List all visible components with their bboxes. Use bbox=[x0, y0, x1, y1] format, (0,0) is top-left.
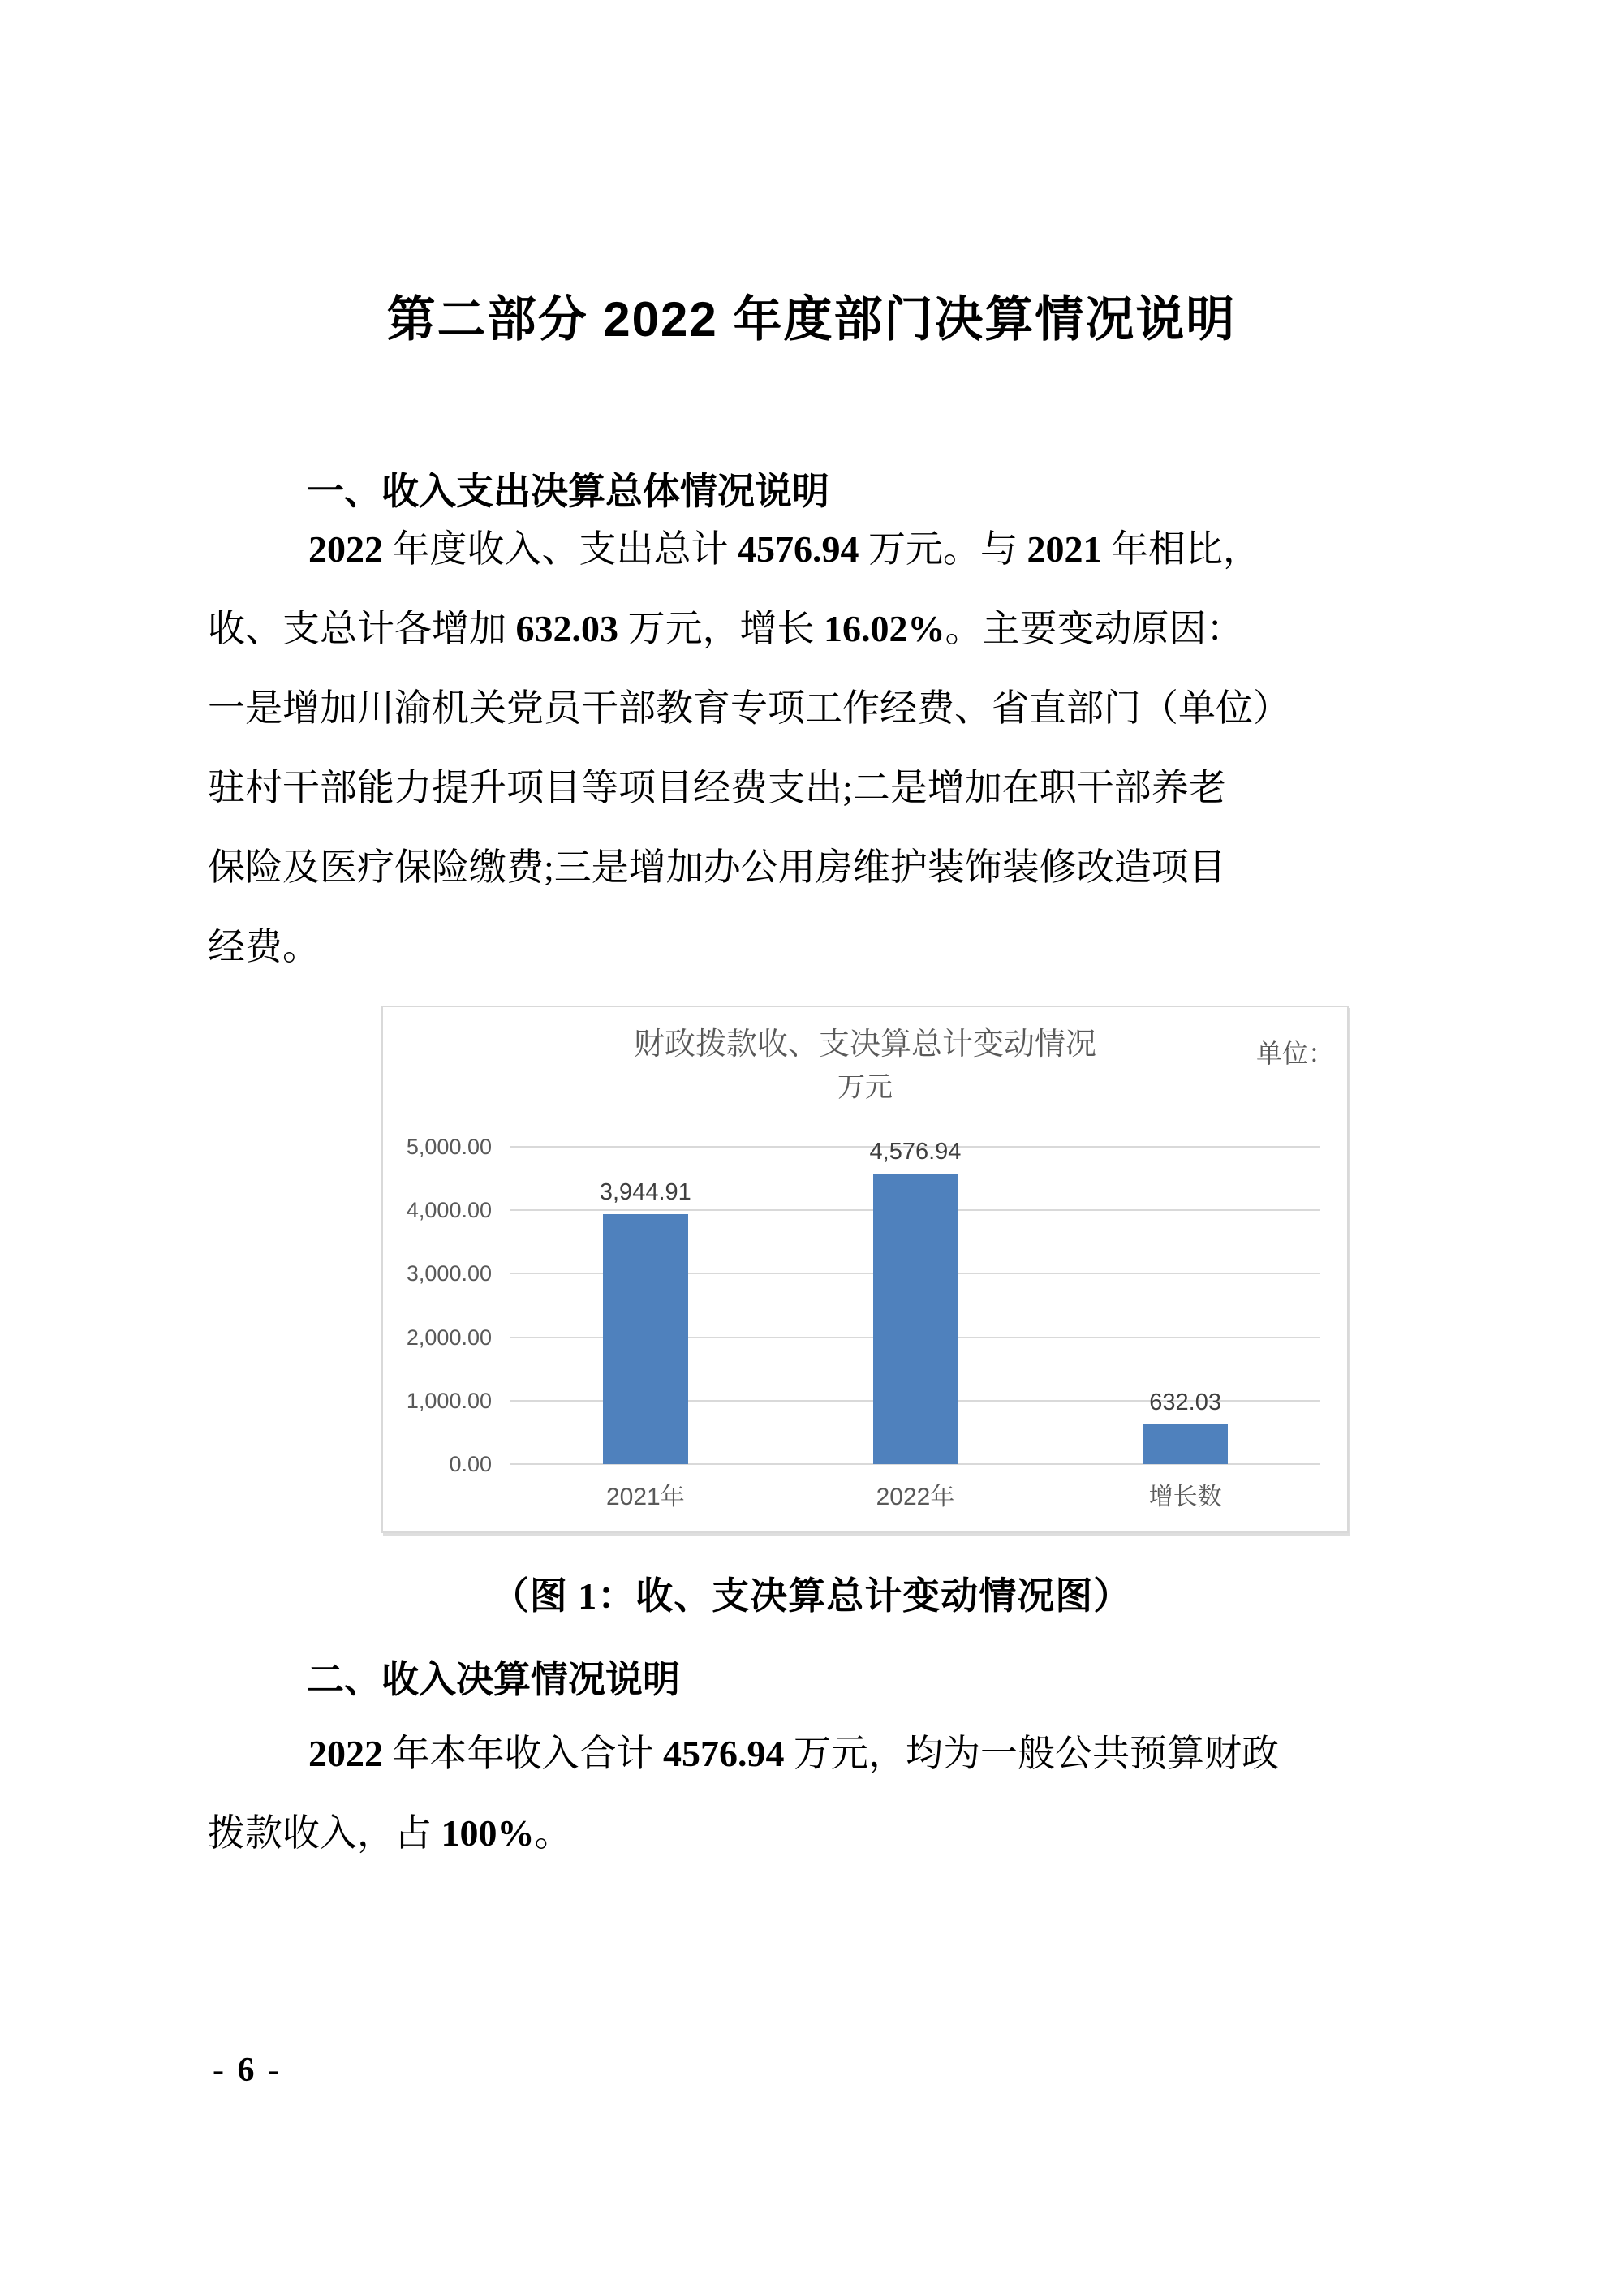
paragraph-line: 2022 年度收入、支出总计 4576.94 万元。与 2021 年相比， bbox=[308, 528, 1260, 570]
page-title: 第二部分 2022 年度部门决算情况说明 bbox=[386, 292, 1237, 347]
x-axis-category-label: 2022年 bbox=[876, 1484, 955, 1510]
y-axis-tick-label: 3,000.00 bbox=[406, 1261, 492, 1286]
page-number: - 6 - bbox=[213, 2052, 282, 2089]
paragraph-line: 一是增加川渝机关党员干部教育专项工作经费、省直部门（单位） bbox=[208, 687, 1290, 729]
y-axis-tick-label: 4,000.00 bbox=[406, 1198, 492, 1223]
bar-增长数 bbox=[1143, 1424, 1228, 1464]
paragraph-line: 拨款收入，占 100%。 bbox=[208, 1812, 572, 1854]
chart-unit-value: 万元 bbox=[837, 1073, 893, 1103]
bar-2022年 bbox=[873, 1174, 958, 1464]
bar-2021年 bbox=[603, 1214, 688, 1464]
y-axis-tick-label: 2,000.00 bbox=[406, 1325, 492, 1350]
x-axis-category-label: 增长数 bbox=[1148, 1484, 1222, 1510]
paragraph-line: 驻村干部能力提升项目等项目经费支出;二是增加在职干部养老 bbox=[208, 767, 1226, 808]
section-2-heading: 二、收入决算情况说明 bbox=[307, 1658, 680, 1700]
paragraph-line: 经费。 bbox=[208, 926, 320, 967]
paragraph-line: 2022 年本年收入合计 4576.94 万元，均为一般公共预算财政 bbox=[308, 1733, 1279, 1774]
figure-caption: （图 1：收、支决算总计变动情况图） bbox=[491, 1575, 1132, 1617]
bar-data-label: 3,944.91 bbox=[599, 1178, 691, 1205]
section-1-paragraph bbox=[208, 510, 1425, 987]
chart-title-text: 财政拨款收、支决算总计变动情况 bbox=[633, 1027, 1096, 1062]
section-1-heading: 一、收入支出决算总体情况说明 bbox=[307, 470, 829, 512]
bar-data-label: 632.03 bbox=[1149, 1389, 1221, 1415]
paragraph-line: 收、支总计各增加 632.03 万元，增长 16.02%。主要变动原因： bbox=[208, 608, 1244, 649]
y-axis-tick-label: 0.00 bbox=[449, 1452, 492, 1476]
x-axis-category-label: 2021年 bbox=[605, 1484, 685, 1510]
y-axis-tick-label: 1,000.00 bbox=[406, 1388, 492, 1413]
bar-chart bbox=[381, 1006, 1349, 1533]
y-axis-tick-label: 5,000.00 bbox=[406, 1135, 492, 1159]
section-2-paragraph bbox=[208, 1714, 1425, 1873]
bar-data-label: 4,576.94 bbox=[869, 1139, 962, 1165]
chart-unit-label: 单位： bbox=[1255, 1039, 1334, 1068]
chart-title bbox=[383, 1023, 1347, 1109]
paragraph-line: 保险及医疗保险缴费;三是增加办公用房维护装饰装修改造项目 bbox=[208, 846, 1226, 888]
